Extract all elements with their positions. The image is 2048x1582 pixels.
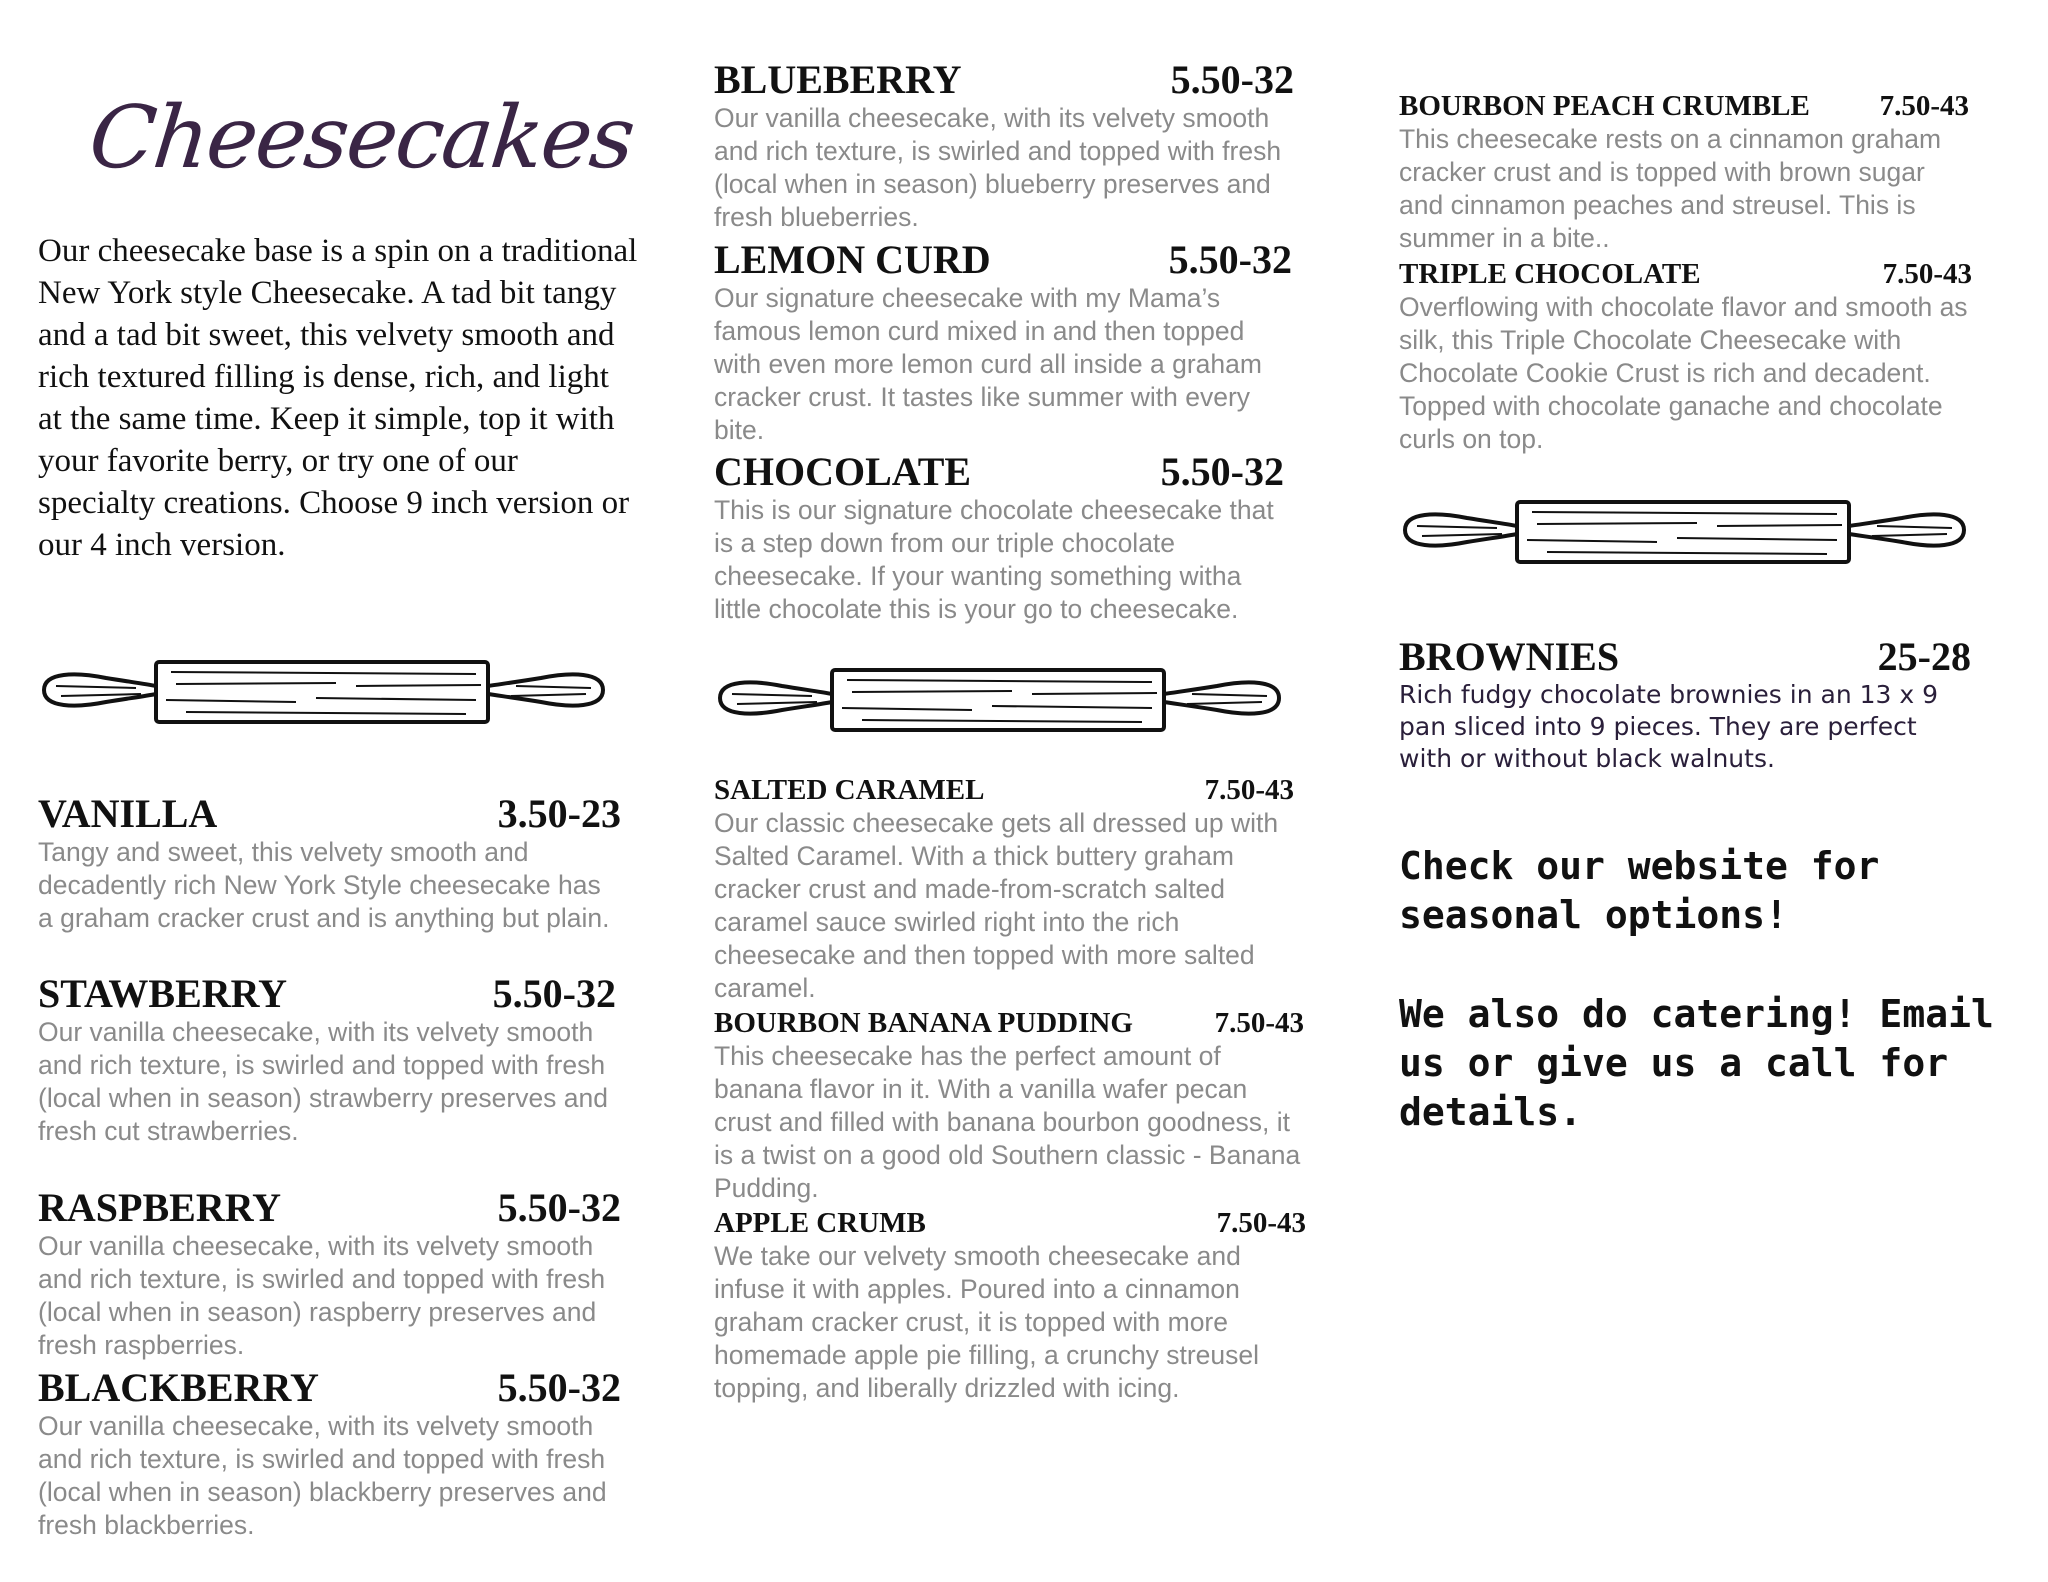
item-price: 7.50-43 [1214, 1007, 1304, 1039]
item-description: Our vanilla cheesecake, with its velvety smooth and rich texture, is swirled and topped with fresh (local when in season) strawberry preserves and fresh cut strawberries. [38, 1017, 609, 1146]
menu-item-salted-caramel [714, 774, 1294, 1005]
intro-text: Our cheesecake base is a spin on a traditional New York style Cheesecake. A tad bit tangy and a tad bit sweet, this velvety smooth and rich textured filling is dense, rich, and light at the same time. Keep it simple, top it with your favorite berry, or try one of our specialty creations. Choose 9 inch version or our 4 inch version. [38, 233, 638, 563]
item-name: TRIPLE CHOCOLATE [1399, 258, 1701, 290]
item-description: Rich fudgy chocolate brownies in an 13 x 9 pan sliced into 9 pieces. They are perfect with or without black walnuts. [1399, 680, 1939, 773]
item-price: 7.50-43 [1879, 90, 1969, 122]
item-description: We take our velvety smooth cheesecake and infuse it with apples. Poured into a cinnamon graham cracker crust, it is topped with more homemade apple pie filling, a crunchy streusel topping, and liberally drizzled with icing. [714, 1241, 1260, 1403]
item-name: LEMON CURD [714, 237, 991, 282]
menu-item-bourbon-banana-pudding [714, 1007, 1304, 1205]
item-description: Our vanilla cheesecake, with its velvety smooth and rich texture, is swirled and topped with fresh (local when in season) raspberry preserves and fresh raspberries. [38, 1231, 606, 1360]
item-name: BOURBON BANANA PUDDING [714, 1007, 1133, 1039]
item-price: 5.50-32 [497, 1365, 621, 1410]
item-price: 3.50-23 [497, 791, 621, 836]
item-name: CHOCOLATE [714, 449, 972, 494]
menu-item-brownies [1399, 635, 1971, 775]
rolling-pin-icon [36, 650, 611, 730]
seasonal-note: Check our website for seasonal options! [1399, 844, 1880, 937]
item-description: Overflowing with chocolate flavor and smooth as silk, this Triple Chocolate Cheesecake with Chocolate Cookie Crust is rich and decadent. Topped with chocolate ganache and chocolate curls on top. [1399, 292, 1968, 454]
menu-item-chocolate [714, 450, 1284, 626]
item-price: 7.50-43 [1204, 774, 1294, 806]
item-description: Our vanilla cheesecake, with its velvety smooth and rich texture, is swirled and topped with fresh (local when in season) blueberry preserves and fresh blueberries. [714, 103, 1282, 232]
item-description: Our signature cheesecake with my Mama’s famous lemon curd mixed in and then topped with even more lemon curd all inside a graham cracker crust. It tastes like summer with every bite. [714, 283, 1262, 445]
item-name: BOURBON PEACH CRUMBLE [1399, 90, 1810, 122]
item-name: RASPBERRY [38, 1185, 282, 1230]
item-price: 5.50-32 [1160, 449, 1284, 494]
menu-item-bourbon-peach-crumble [1399, 90, 1969, 255]
item-price: 7.50-43 [1216, 1207, 1306, 1239]
menu-item-raspberry [38, 1186, 621, 1362]
item-description: This cheesecake rests on a cinnamon graham cracker crust and is topped with brown sugar and cinnamon peaches and streusel. This is summer in a bite.. [1399, 124, 1942, 253]
item-name: BROWNIES [1399, 634, 1620, 679]
rolling-pin-icon [1397, 490, 1972, 570]
item-name: VANILLA [38, 791, 218, 836]
item-description: Our classic cheesecake gets all dressed up with Salted Caramel. With a thick buttery graham cracker crust and made-from-scratch salted caramel sauce swirled right into the rich cheesecake and then topped with more salted caramel. [714, 808, 1279, 1003]
item-price: 25-28 [1877, 634, 1971, 679]
item-name: SALTED CARAMEL [714, 774, 985, 806]
menu-item-lemon-curd [714, 238, 1292, 447]
item-price: 5.50-32 [497, 1185, 621, 1230]
menu-item-apple-crumb [714, 1207, 1306, 1405]
menu-item-strawberry [38, 972, 616, 1148]
item-name: BLUEBERRY [714, 57, 962, 102]
item-name: BLACKBERRY [38, 1365, 319, 1410]
menu-item-blueberry [714, 58, 1294, 234]
rolling-pin-icon [712, 658, 1287, 738]
item-price: 7.50-43 [1882, 258, 1972, 290]
item-name: APPLE CRUMB [714, 1207, 926, 1239]
item-description: Our vanilla cheesecake, with its velvety smooth and rich texture, is swirled and topped with fresh (local when in season) blackberry preserves and fresh blackberries. [38, 1411, 607, 1540]
menu-item-vanilla [38, 792, 621, 935]
menu-item-triple-chocolate [1399, 258, 1972, 456]
page-title: Cheesecakes [84, 88, 638, 188]
item-description: This cheesecake has the perfect amount of banana flavor in it. With a vanilla wafer pecan crust and filled with banana bourbon goodness, it is a twist on a good old Southern classic - Banana Pudding. [714, 1041, 1301, 1203]
item-price: 5.50-32 [1170, 57, 1294, 102]
item-price: 5.50-32 [1168, 237, 1292, 282]
item-description: Tangy and sweet, this velvety smooth and decadently rich New York Style cheesecake has a graham cracker crust and is anything but plain. [38, 837, 610, 933]
item-description: This is our signature chocolate cheesecake that is a step down from our triple chocolate cheesecake. If your wanting something witha little chocolate this is your go to cheesecake. [714, 495, 1274, 624]
item-price: 5.50-32 [492, 971, 616, 1016]
item-name: STAWBERRY [38, 971, 288, 1016]
catering-note: We also do catering! Email us or give us a call for details. [1399, 992, 1994, 1134]
menu-item-blackberry [38, 1366, 621, 1542]
